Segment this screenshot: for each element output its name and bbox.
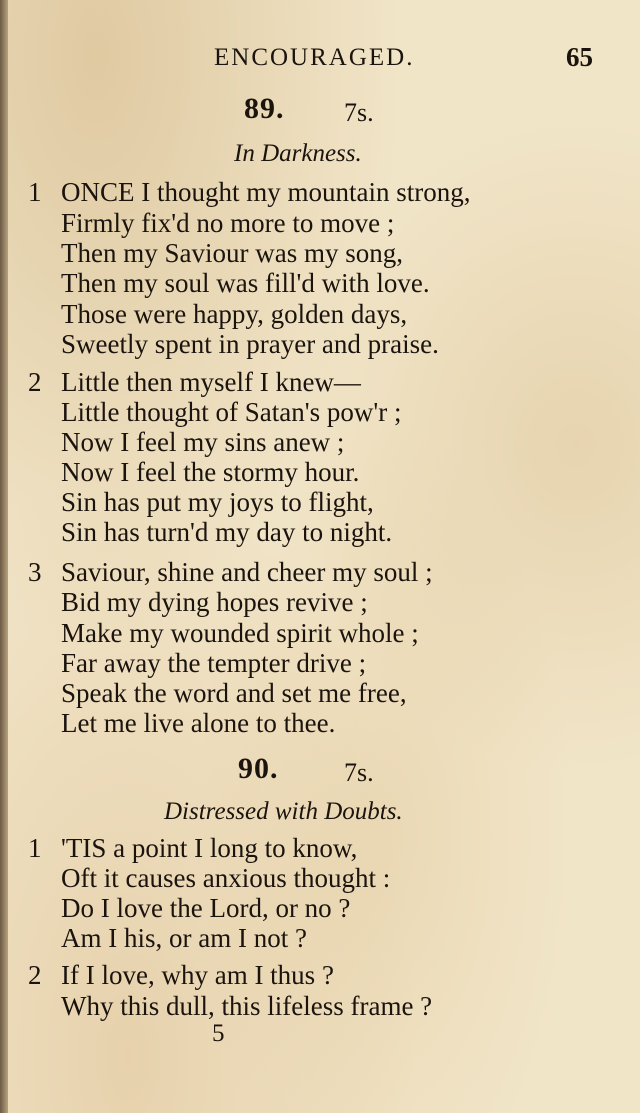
verse-line: Let me live alone to thee. <box>61 708 336 738</box>
verse-line: Oft it causes anxious thought : <box>61 863 391 893</box>
hymn-meter: 7s. <box>344 98 374 127</box>
verse-line: Am I his, or am I not ? <box>61 923 307 953</box>
verse-line: Firmly fix'd no more to move ; <box>61 208 395 238</box>
verse-line: Why this dull, this lifeless frame ? <box>61 991 433 1021</box>
verse-number: 1 <box>28 177 42 207</box>
verse-line: Sweetly spent in prayer and praise. <box>61 329 439 359</box>
hymn-title: In Darkness. <box>234 140 362 167</box>
verse-line: Now I feel my sins anew ; <box>61 427 345 457</box>
verse-line: Then my soul was fill'd with love. <box>61 268 430 298</box>
verse-line: ONCE I thought my mountain strong, <box>61 177 471 207</box>
verse-line: Those were happy, golden days, <box>61 299 408 329</box>
verse-line: Make my wounded spirit whole ; <box>61 618 419 648</box>
verse-line: Then my Saviour was my song, <box>61 238 403 268</box>
hymn-title: Distressed with Doubts. <box>164 798 403 825</box>
verse-line: Little thought of Satan's pow'r ; <box>61 397 402 427</box>
verse-line: Saviour, shine and cheer my soul ; <box>61 557 433 587</box>
hymn-meter: 7s. <box>344 758 374 787</box>
verse-line: Little then myself I knew— <box>61 367 361 397</box>
verse-line: 'TIS a point I long to know, <box>61 833 358 863</box>
verse-line: Bid my dying hopes revive ; <box>61 587 368 617</box>
running-head: ENCOURAGED. <box>214 44 415 71</box>
verse-line: Now I feel the stormy hour. <box>61 457 360 487</box>
page-number: 65 <box>566 42 593 72</box>
verse-line: Speak the word and set me free, <box>61 678 407 708</box>
verse-line: If I love, why am I thus ? <box>61 960 334 990</box>
hymn-number: 89. <box>244 92 285 125</box>
verse-line: Sin has put my joys to flight, <box>61 487 374 517</box>
verse-number: 2 <box>28 367 42 397</box>
verse-line: Far away the tempter drive ; <box>61 648 367 678</box>
verse-number: 1 <box>28 833 42 863</box>
verse-line: Do I love the Lord, or no ? <box>61 893 351 923</box>
verse-number: 2 <box>28 960 42 990</box>
hymn-number: 90. <box>238 752 279 785</box>
signature-mark: 5 <box>212 1020 225 1047</box>
page-edge <box>0 0 8 1113</box>
verse-number: 3 <box>28 557 42 587</box>
verse-line: Sin has turn'd my day to night. <box>61 517 393 547</box>
